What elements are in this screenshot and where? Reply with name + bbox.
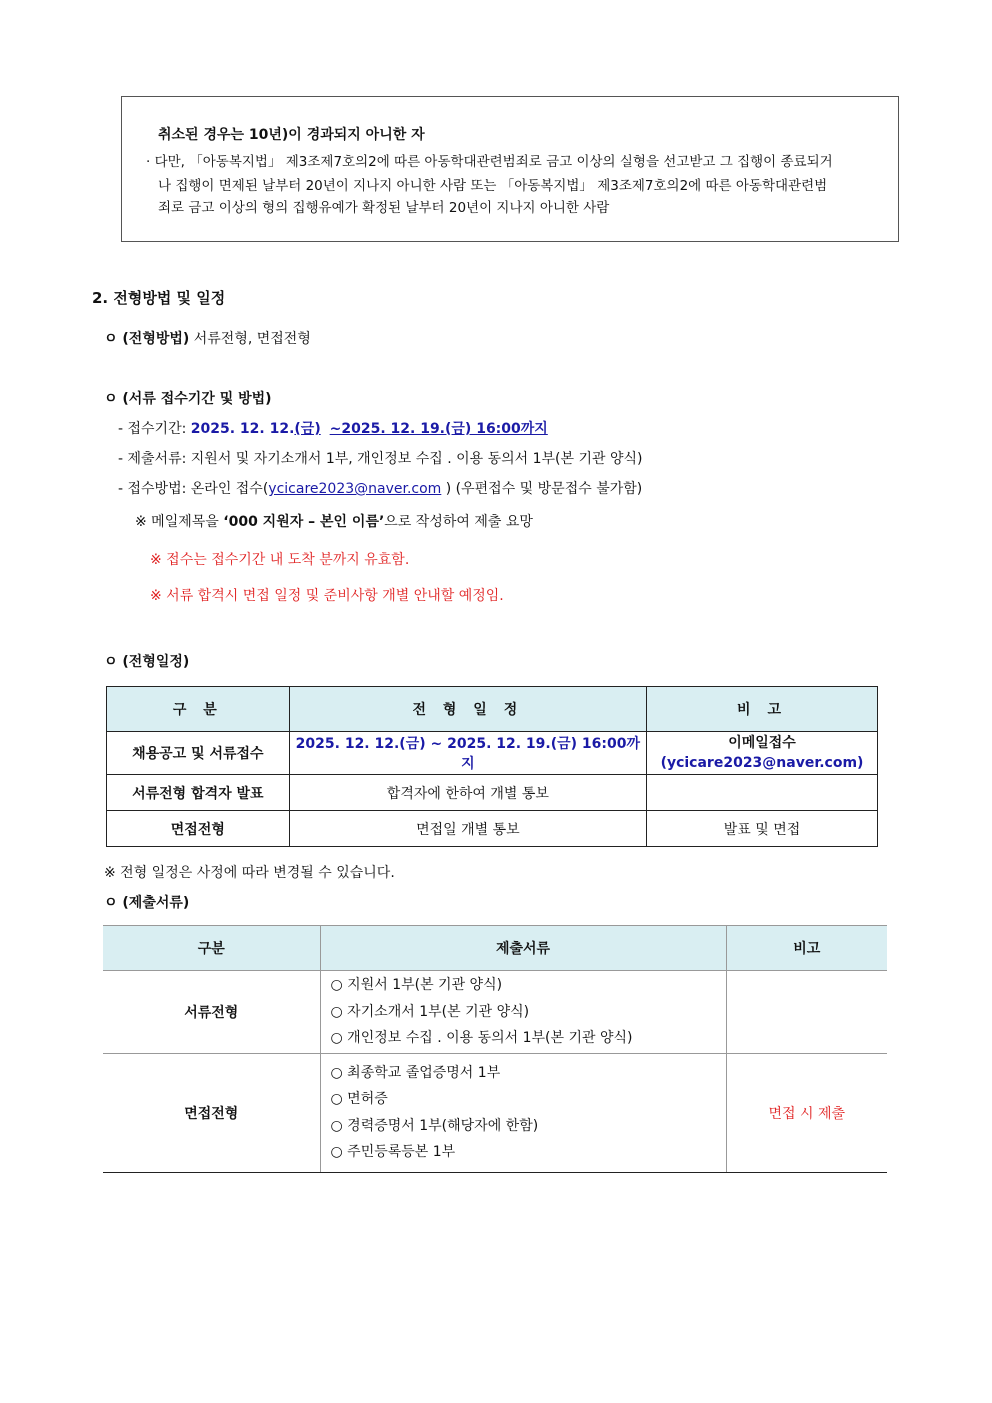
period-line	[118, 418, 548, 438]
row-schedule: 합격자에 한하여 개별 통보	[289, 775, 646, 811]
subject-b: ‘000 지원자 – 본인 이름’	[223, 514, 385, 530]
docs-category: 면접전형	[103, 1053, 320, 1172]
table-row	[103, 971, 887, 1054]
note-email-label: 이메일접수	[728, 735, 796, 751]
row-category: 채용공고 및 서류접수	[107, 732, 290, 775]
receipt-heading: ㅇ (서류 접수기간 및 방법)	[104, 391, 272, 407]
docs-category: 서류전형	[103, 971, 320, 1054]
row-note: 발표 및 면접	[647, 811, 878, 847]
box-line-1: 취소된 경우는 10년)이 경과되지 아니한 자	[158, 127, 425, 143]
header-schedule: 전 형 일 정	[289, 687, 646, 732]
docs-heading: ㅇ (제출서류)	[104, 895, 190, 911]
row-category: 서류전형 합격자 발표	[107, 775, 290, 811]
docs-header-items: 제출서류	[320, 926, 726, 971]
table-row	[107, 732, 878, 775]
list-item: ○ 경력증명서 1부(해당자에 한함)	[330, 1117, 539, 1134]
row-category: 면접전형	[107, 811, 290, 847]
list-item: ○ 면허증	[330, 1091, 388, 1107]
list-item: ○ 최종학교 졸업증명서 1부	[330, 1064, 501, 1081]
box-line-3: 나 집행이 면제된 날부터 20년이 지나지 아니한 사람 또는 「아동복지법」 제3조제7호의2에 따른 아동학대관련범	[158, 178, 828, 194]
header-note: 비 고	[647, 687, 878, 732]
list-item: ○ 주민등록등본 1부	[330, 1144, 456, 1160]
docs-note	[726, 971, 887, 1054]
list-item: ○ 개인정보 수집 . 이용 동의서 1부(본 기관 양식)	[330, 1030, 633, 1046]
header-category: 구 분	[107, 687, 290, 732]
table-row	[107, 775, 878, 811]
schedule-heading: ㅇ (전형일정)	[104, 654, 190, 670]
section-heading: 2. 전형방법 및 일정	[92, 289, 226, 307]
apply-method-a: - 접수방법: 온라인 접수(	[118, 481, 269, 497]
row-schedule: 2025. 12. 12.(금) ~ 2025. 12. 19.(금) 16:00까지	[289, 732, 646, 775]
qualification-box	[121, 96, 899, 242]
period-label: - 접수기간:	[118, 421, 191, 437]
apply-method-b: ) (우편접수 및 방문접수 불가함)	[441, 481, 643, 497]
row-note	[647, 775, 878, 811]
row-schedule: 면접일 개별 통보	[289, 811, 646, 847]
docs-items	[320, 1053, 726, 1172]
table-row	[107, 811, 878, 847]
docs-note: 면접 시 제출	[726, 1053, 887, 1172]
email-link[interactable]: ycicare2023@naver.com	[268, 481, 442, 497]
docs-items	[320, 971, 726, 1054]
schedule-header-row	[107, 687, 878, 732]
schedule-note: ※ 전형 일정은 사정에 따라 변경될 수 있습니다.	[104, 865, 395, 881]
box-line-2: · 다만, 「아동복지법」 제3조제7호의2에 따른 아동학대관련범죄로 금고 이상의 실형을 선고받고 그 집행이 종료되거	[146, 154, 833, 170]
subject-a: ※ 메일제목을	[135, 514, 224, 530]
list-item: ○ 자기소개서 1부(본 기관 양식)	[330, 1003, 530, 1020]
docs-table	[103, 925, 887, 1173]
subject-line	[135, 511, 533, 531]
table-row	[103, 1053, 887, 1172]
notice-2: ※ 서류 합격시 면접 일정 및 준비사항 개별 안내할 예정임.	[150, 588, 504, 604]
notice-1: ※ 접수는 접수기간 내 도착 분까지 유효함.	[150, 552, 410, 568]
list-item: ○ 지원서 1부(본 기관 양식)	[330, 977, 503, 993]
docs-header-row	[103, 926, 887, 971]
schedule-table	[106, 686, 878, 847]
apply-method-line	[118, 478, 642, 498]
period-start: 2025. 12. 12.	[190, 421, 295, 437]
box-line-4: 죄로 금고 이상의 형의 집행유예가 확정된 날부터 20년이 지나지 아니한 사람	[158, 200, 610, 216]
row-note	[647, 732, 878, 775]
method-label: ㅇ (전형방법)	[104, 331, 190, 347]
subject-c: 으로 작성하여 제출 요망	[384, 514, 533, 530]
period-day: (금)	[294, 421, 321, 437]
docs-header-note: 비고	[726, 926, 887, 971]
method-line	[104, 328, 311, 348]
docs-line: - 제출서류: 지원서 및 자기소개서 1부, 개인정보 수집 . 이용 동의서 1부(본 기관 양식)	[118, 451, 643, 467]
note-email-address: (ycicare2023@naver.com)	[660, 755, 864, 771]
method-value: 서류전형, 면접전형	[189, 331, 311, 347]
period-end: ~2025. 12. 19.(금) 16:00까지	[329, 421, 548, 437]
docs-header-category: 구분	[103, 926, 320, 971]
